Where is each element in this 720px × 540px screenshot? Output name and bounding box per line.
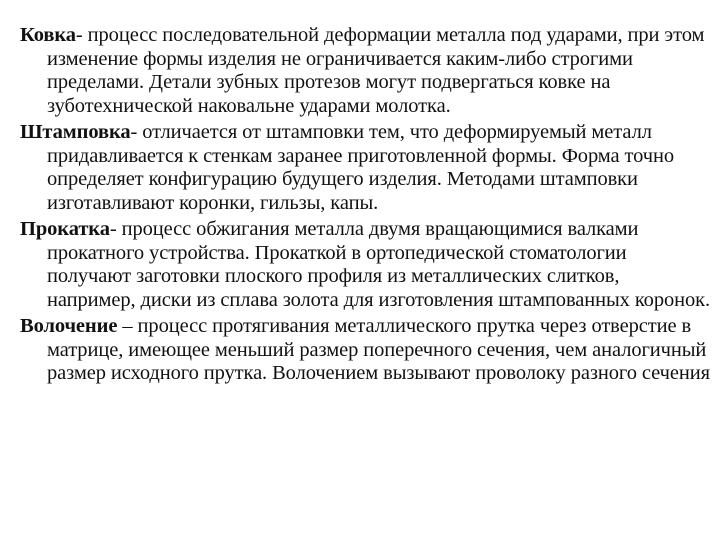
term-drawing: Волочение <box>20 315 118 337</box>
definition-drawing <box>20 315 712 386</box>
definition-stamping-text: - отличается от штамповки тем, что деформируемый металл придавливается к стенкам заранее приготовленной формы. Форма точно определяет конфигурацию будущего изделия. Методами штамповки изготавливают коронки, гильзы, капы. <box>47 121 674 214</box>
definition-rolling-text: - процесс обжигания металла двумя вращающимися валками прокатного устройства. Прокаткой в ортопедической стоматологии получают заготовки плоского профиля из металлических слитков, например, диски из сплава золота для изготовления штампованных коронок. <box>47 218 711 311</box>
term-forging: Ковка <box>20 24 76 46</box>
definition-forging <box>20 24 712 118</box>
term-stamping: Штамповка <box>20 121 131 143</box>
definition-drawing-text: – процесс протягивания металлического прутка через отверстие в матрице, имеющее меньший размер поперечного сечения, чем аналогичный размер исходного прутка. Волочением вызывают проволоку разного сечения <box>47 315 710 384</box>
slide-body <box>20 24 712 389</box>
term-rolling: Прокатка <box>20 218 110 240</box>
definition-stamping <box>20 121 712 215</box>
definition-rolling <box>20 218 712 312</box>
definition-forging-text: - процесс последовательной деформации металла под ударами, при этом изменение формы изделия не ограничивается каким-либо строгими пределами. Детали зубных протезов могут подвергаться ковке на зуботехнической наковальне ударами молотка. <box>47 24 705 117</box>
